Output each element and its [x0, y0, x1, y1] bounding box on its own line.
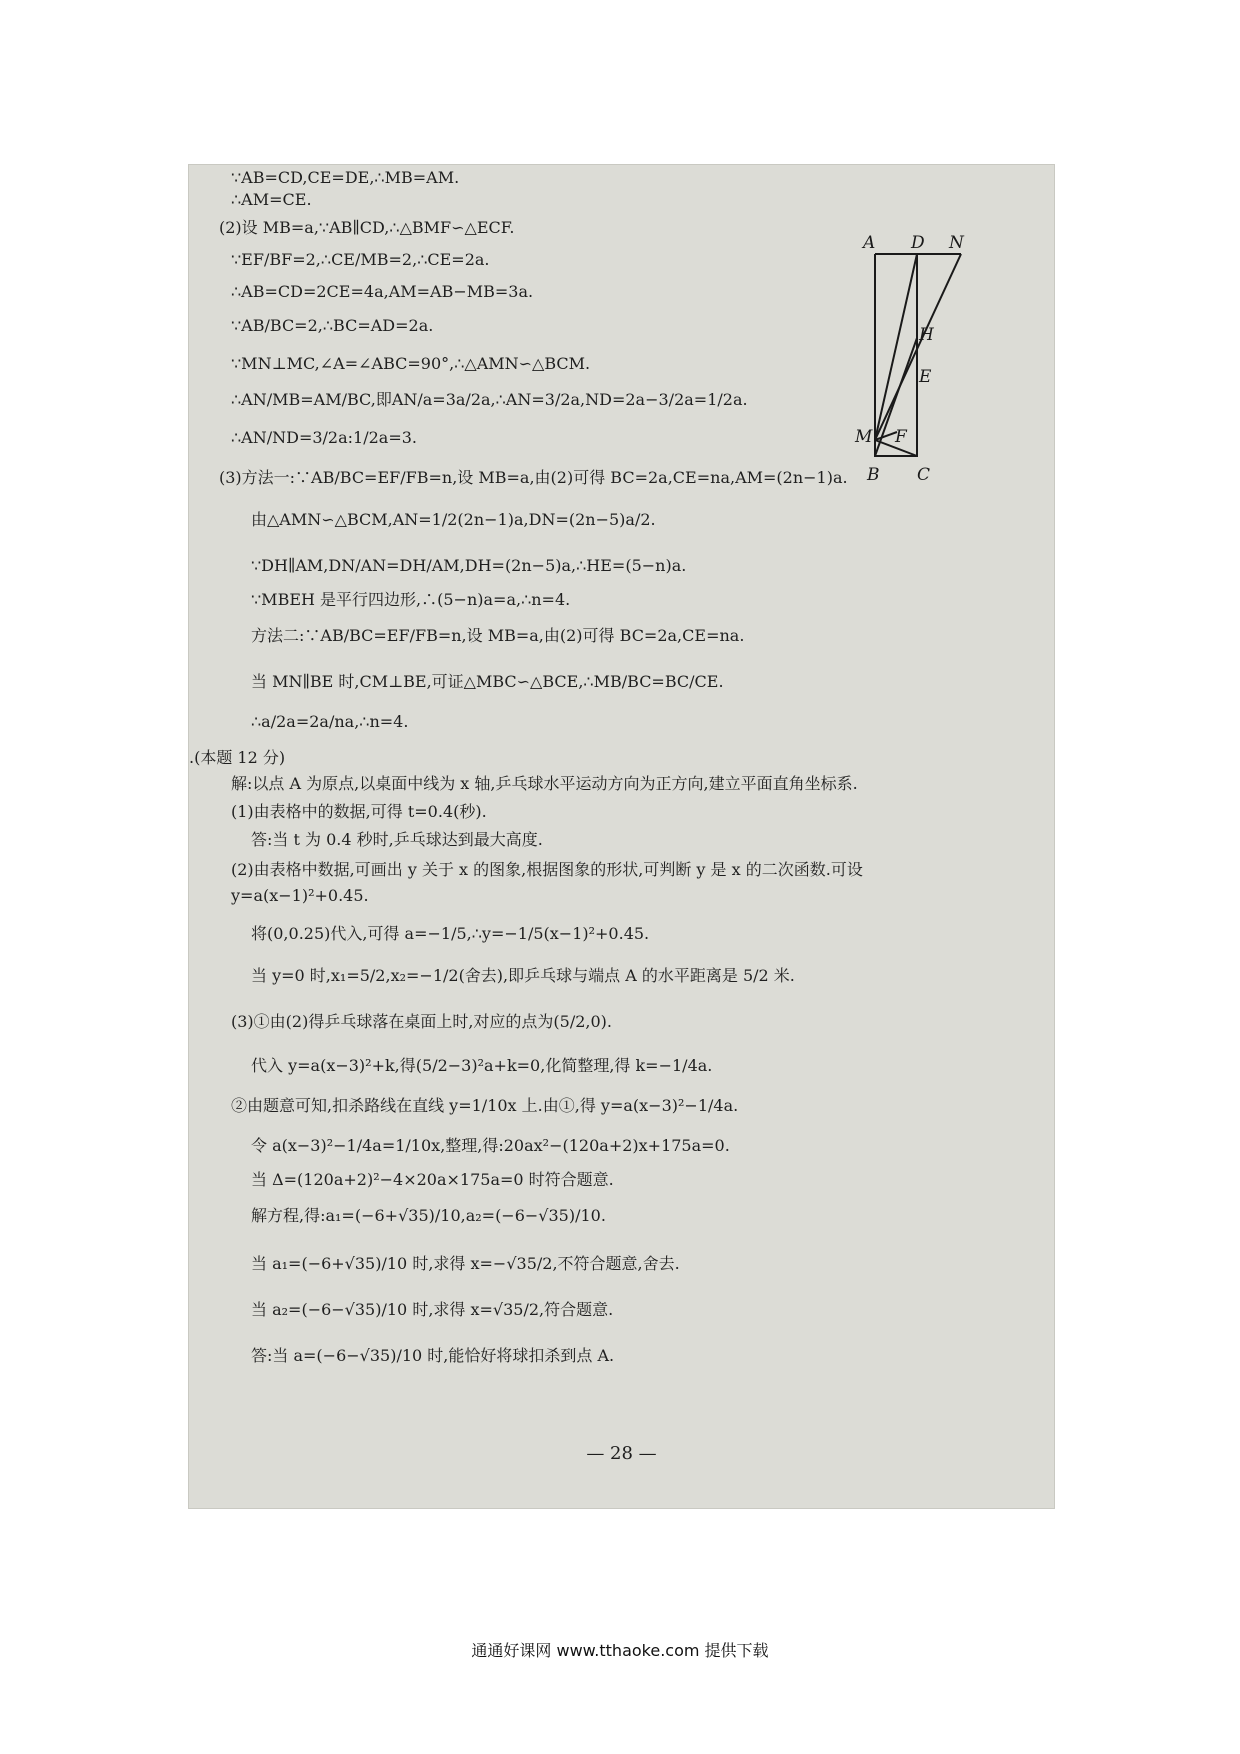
text-line: 当 MN∥BE 时,CM⊥BE,可证△MBC∽△BCE,∴MB/BC=BC/CE.	[251, 672, 724, 691]
text-line: ∴a/2a=2a/na,∴n=4.	[251, 712, 409, 731]
text-line: ∵DH∥AM,DN/AN=DH/AM,DH=(2n−5)a,∴HE=(5−n)a.	[251, 556, 687, 575]
footer-download-note: 通通好课网 www.tthaoke.com 提供下载	[471, 1641, 769, 1660]
label-c: C	[917, 465, 931, 485]
text-line: ∵EF/BF=2,∴CE/MB=2,∴CE=2a.	[231, 250, 490, 269]
text-line: 当 Δ=(120a+2)²−4×20a×175a=0 时符合题意.	[251, 1170, 614, 1189]
text-line: 当 a₂=(−6−√35)/10 时,求得 x=√35/2,符合题意.	[251, 1300, 614, 1319]
label-f: F	[895, 427, 907, 447]
text-line: ∵MBEH 是平行四边形,∴(5−n)a=a,∴n=4.	[251, 590, 571, 609]
text-line: ∵AB=CD,CE=DE,∴MB=AM.	[231, 168, 460, 187]
label-d: D	[911, 233, 925, 253]
label-a: A	[863, 233, 876, 253]
text-line: ∴AM=CE.	[231, 190, 312, 209]
text-line: (2)由表格中数据,可画出 y 关于 x 的图象,根据图象的形状,可判断 y 是 x 的二次函数.可设	[231, 860, 863, 879]
text-line: (1)由表格中的数据,可得 t=0.4(秒).	[231, 802, 487, 821]
label-h: H	[919, 325, 934, 345]
label-b: B	[867, 465, 880, 485]
text-line: (2)设 MB=a,∵AB∥CD,∴△BMF∽△ECF.	[219, 218, 515, 237]
text-line: 由△AMN∽△BCM,AN=1/2(2n−1)a,DN=(2n−5)a/2.	[251, 510, 656, 529]
text-line: ②由题意可知,扣杀路线在直线 y=1/10x 上.由①,得 y=a(x−3)²−1/4a.	[231, 1096, 739, 1115]
section-heading: .(本题 12 分)	[189, 748, 286, 767]
text-line: (3)方法一:∵AB/BC=EF/FB=n,设 MB=a,由(2)可得 BC=2a,CE=na,AM=(2n−1)a.	[219, 468, 848, 487]
text-line: 当 a₁=(−6+√35)/10 时,求得 x=−√35/2,不符合题意,舍去.	[251, 1254, 680, 1273]
text-line: ∴AN/MB=AM/BC,即AN/a=3a/2a,∴AN=3/2a,ND=2a−3/2a=1/2a.	[231, 390, 748, 409]
text-line: 将(0,0.25)代入,可得 a=−1/5,∴y=−1/5(x−1)²+0.45.	[251, 924, 650, 943]
text-line: ∵AB/BC=2,∴BC=AD=2a.	[231, 316, 434, 335]
label-e: E	[919, 367, 932, 387]
text-line: 当 y=0 时,x₁=5/2,x₂=−1/2(舍去),即乒乓球与端点 A 的水平距离是 5/2 米.	[251, 966, 795, 985]
text-line: 答:当 a=(−6−√35)/10 时,能恰好将球扣杀到点 A.	[251, 1346, 615, 1365]
page-number: — 28 —	[586, 1443, 657, 1464]
geometry-figure	[853, 220, 983, 500]
text-line: 解方程,得:a₁=(−6+√35)/10,a₂=(−6−√35)/10.	[251, 1206, 606, 1225]
text-line: (3)①由(2)得乒乓球落在桌面上时,对应的点为(5/2,0).	[231, 1012, 613, 1031]
label-n: N	[949, 233, 964, 253]
text-line: 令 a(x−3)²−1/4a=1/10x,整理,得:20ax²−(120a+2)x+175a=0.	[251, 1136, 730, 1155]
text-line: 方法二:∵AB/BC=EF/FB=n,设 MB=a,由(2)可得 BC=2a,CE=na.	[251, 626, 745, 645]
text-line: 解:以点 A 为原点,以桌面中线为 x 轴,乒乓球水平运动方向为正方向,建立平面直角坐标系.	[231, 774, 858, 793]
text-line: 代入 y=a(x−3)²+k,得(5/2−3)²a+k=0,化简整理,得 k=−1/4a.	[251, 1056, 713, 1075]
text-line: ∵MN⊥MC,∠A=∠ABC=90°,∴△AMN∽△BCM.	[231, 354, 591, 373]
text-line: 答:当 t 为 0.4 秒时,乒乓球达到最大高度.	[251, 830, 543, 849]
text-line: ∴AN/ND=3/2a:1/2a=3.	[231, 428, 417, 447]
text-line: ∴AB=CD=2CE=4a,AM=AB−MB=3a.	[231, 282, 534, 301]
label-m: M	[855, 427, 873, 447]
text-line: y=a(x−1)²+0.45.	[231, 886, 369, 905]
